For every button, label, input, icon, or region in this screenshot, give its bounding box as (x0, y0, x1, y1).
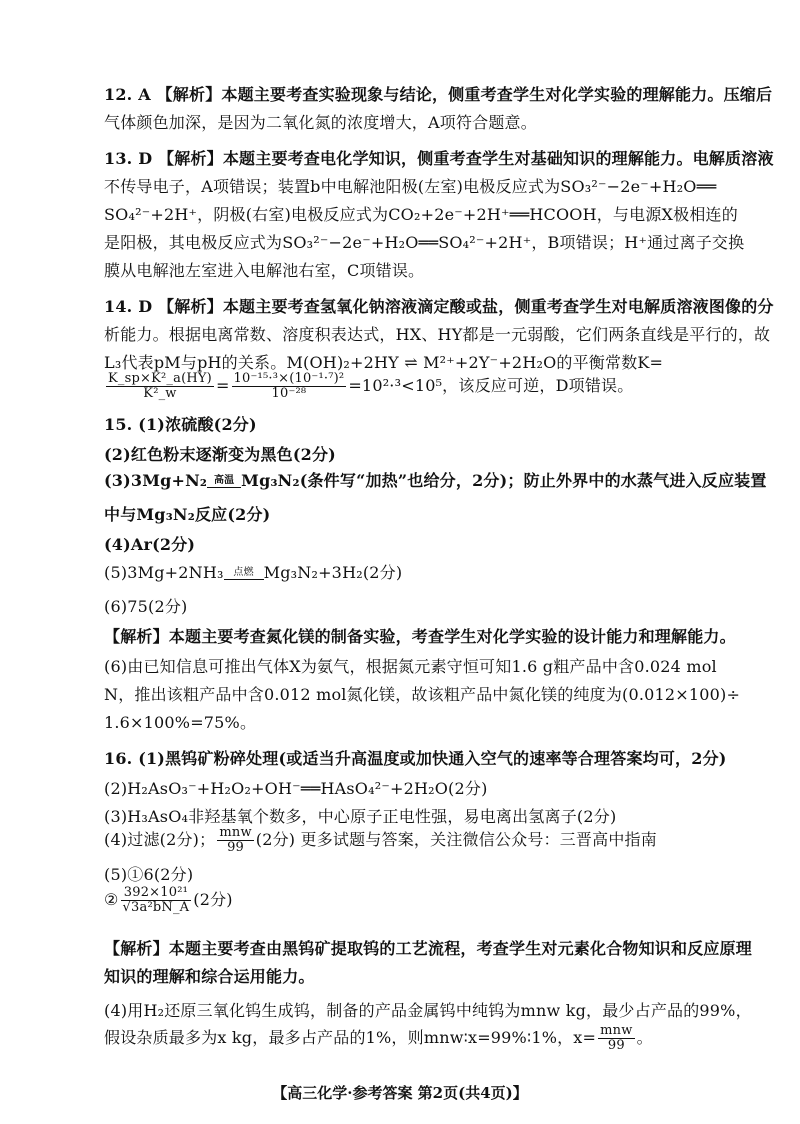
text-line: 气体颜色加深，是因为二氧化氮的浓度增大，A项符合题意。 (104, 113, 537, 132)
q16-4-prefix: (4)过滤(2分)； (104, 830, 216, 849)
k-numerator-left: K_sp×K²_a(HY) (108, 371, 212, 386)
text-line: N，推出该粗产品中含0.012 mol氮化镁，故该粗产品中氮化镁的纯度为(0.012×100)÷ (104, 685, 741, 704)
k-fraction-left (106, 372, 214, 401)
k-conclusion: =10²·³<10⁵，该反应可逆，D项错误。 (348, 376, 634, 395)
text-line: 13. D 【解析】本题主要考查电化学知识，侧重考查学生对基础知识的理解能力。电解质溶液 (104, 149, 774, 168)
text-line: (2)H₂AsO₃⁻+H₂O₂+OH⁻══HAsO₄²⁻+2H₂O(2分) (104, 779, 488, 798)
q15-3-equation (104, 470, 767, 492)
text-line: 14. D 【解析】本题主要考查氢氧化钠溶液滴定酸或盐，侧重考查学生对电解质溶液图像的分 (104, 297, 774, 316)
q15-5-products: Mg₃N₂+3H₂(2分) (263, 563, 403, 582)
final-line-end: 。 (636, 1028, 653, 1047)
text-line: 知识的理解和综合运用能力。 (104, 967, 315, 986)
text-line: 中与Mg₃N₂反应(2分) (104, 505, 271, 524)
k-numerator-right: 10⁻¹⁵·³×(10⁻¹·⁷)² (233, 371, 345, 386)
q16-4-answer (104, 826, 657, 855)
fraction-numerator: mnw (600, 1023, 633, 1038)
reaction-condition: 点燃 (233, 566, 254, 578)
q15-5-equation (104, 562, 402, 584)
fraction-numerator: 392×10²¹ (121, 886, 192, 901)
text-line: (6)75(2分) (104, 597, 188, 616)
q14-k-expression: $\frac{\text{K\_sp×K²\_a(HY)}}{\text{K²\_w}}$ = $\frac{\text{10⁻¹⁵·³×(10⁻¹·⁷)²}}{\text{10⁻²⁸}}$ =10²·³<10⁵，该反应可逆，D项错误。 (108, 371, 634, 401)
final-line-text: 假设杂质最多为x kg，最多占产品的1%，则mnw∶x=99%∶1%，x= (104, 1028, 597, 1047)
k-denominator-left: K²_w (143, 386, 177, 401)
text-line: (6)由已知信息可推出气体X为氨气，根据氮元素守恒可知1.6 g粗产品中含0.024 mol (104, 657, 717, 676)
k-denominator-right: 10⁻²⁸ (271, 386, 307, 401)
text-line: 12. A 【解析】本题主要考查实验现象与结论，侧重考查学生对化学实验的理解能力。压缩后 (104, 85, 773, 104)
fraction-denominator: 99 (227, 840, 245, 855)
text-line: 膜从电解池左室进入电解池右室，C项错误。 (104, 261, 425, 280)
text-line: 15. (1)浓硫酸(2分) (104, 415, 257, 434)
text-line: 16. (1)黑钨矿粉碎处理(或适当升高温度或加快通入空气的速率等合理答案均可，2分) (104, 749, 727, 768)
text-line: (4)用H₂还原三氧化钨生成钨，制备的产品金属钨中纯钨为mnw kg，最少占产品的99%， (104, 1001, 752, 1020)
q16-5-2-answer (104, 886, 233, 915)
q15-3-reactants: (3)3Mg+N₂ (104, 471, 208, 490)
page-footer: 【高三化学·参考答案 第2页(共4页)】 (272, 1084, 528, 1102)
text-line: 1.6×100%=75%。 (104, 713, 257, 732)
fraction-denominator: 99 (607, 1038, 625, 1053)
text-line: (4)Ar(2分) (104, 535, 196, 554)
text-line: SO₄²⁻+2H⁺，阴极(右室)电极反应式为CO₂+2e⁻+2H⁺══HCOOH，与电源X极相连的 (104, 205, 738, 224)
text-line: (3)H₃AsO₄非羟基氧个数多，中心原子正电性强，易电离出氢离子(2分) (104, 807, 617, 826)
text-line: (2)红色粉末逐渐变为黑色(2分) (104, 445, 336, 464)
reaction-arrow (224, 568, 264, 580)
text-line: 析能力。根据电离常数、溶度积表达式，HX、HY都是一元弱酸，它们两条直线是平行的，故 (104, 325, 771, 344)
q16-final-line (104, 1024, 653, 1053)
reaction-arrow (207, 476, 241, 488)
q15-3-products: Mg₃N₂(条件写“加热”也给分，2分)；防止外界中的水蒸气进入反应装置 (241, 471, 767, 490)
text-line: (5)①6(2分) (104, 865, 194, 884)
text-line: 【解析】本题主要考查由黑钨矿提取钨的工艺流程，考查学生对元素化合物知识和反应原理 (104, 939, 753, 958)
fraction-numerator: mnw (219, 825, 252, 840)
reaction-condition: 高温 (213, 474, 235, 486)
text-line: L₃代表pM与pH的关系。M(OH)₂+2HY ⇌ M²⁺+2Y⁻+2H₂O的平衡常数K= (104, 353, 664, 372)
q16-5-2-suffix: (2分) (193, 890, 233, 909)
q16-5-2-fraction (121, 886, 192, 915)
q16-4-fraction (217, 826, 253, 855)
q16-4-suffix: (2分) 更多试题与答案，关注微信公众号：三晋高中指南 (255, 830, 657, 849)
final-line-fraction (598, 1024, 634, 1053)
q15-5-reactants: (5)3Mg+2NH₃ (104, 563, 224, 582)
k-fraction-right (232, 372, 347, 401)
text-line: 不传导电子，A项错误；装置b中电解池阳极(左室)电极反应式为SO₃²⁻−2e⁻+H₂O══ (104, 177, 717, 196)
text-line: 【解析】本题主要考查氮化镁的制备实验，考查学生对化学实验的设计能力和理解能力。 (104, 627, 736, 646)
q16-5-2-prefix: ② (104, 890, 119, 909)
text-line: 是阳极，其电极反应式为SO₃²⁻−2e⁻+H₂O══SO₄²⁻+2H⁺，B项错误；H⁺通过离子交换 (104, 233, 745, 252)
fraction-denominator: √3a²bN_A (122, 900, 190, 915)
